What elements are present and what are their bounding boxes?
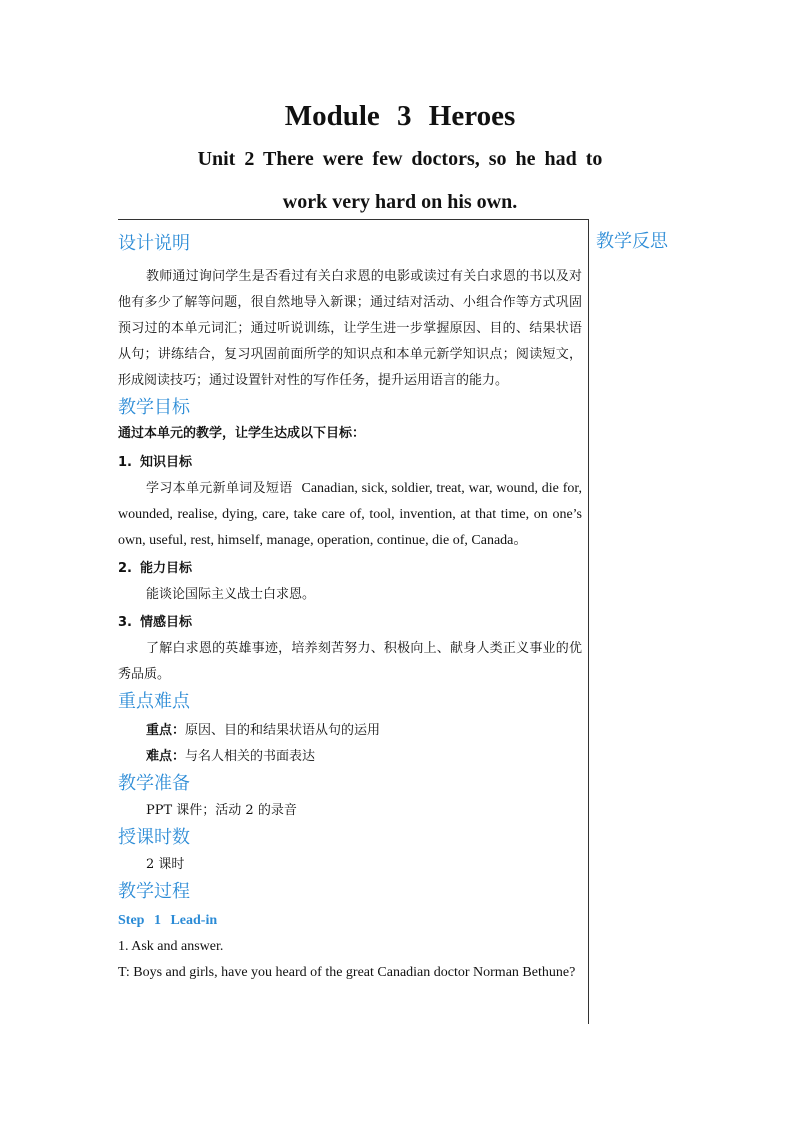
goal-3-title: 3. 情感目标 xyxy=(118,615,193,630)
goals-intro: 通过本单元的教学，让学生达成以下目标： xyxy=(118,426,366,441)
prep-heading: 教学准备 xyxy=(118,773,190,794)
table-top-rule xyxy=(118,219,588,220)
prep-text: PPT 课件；活动 2 的录音 xyxy=(146,803,297,818)
goal-2-text: 能谈论国际主义战士白求恩。 xyxy=(146,587,316,602)
goal-3-text: 了解白求恩的英雄事迹，培养刻苦努力、积极向上、献身人类正义事业的优秀品质。 xyxy=(118,641,582,682)
column-divider xyxy=(588,219,589,1024)
key-point: 重点：原因、目的和结果状语从句的运用 xyxy=(146,723,381,738)
design-heading: 设计说明 xyxy=(118,233,190,254)
goals-heading: 教学目标 xyxy=(118,397,190,418)
unit-title-line-2: work very hard on his own. xyxy=(282,191,518,213)
teacher-dialogue: T: Boys and girls, have you heard of the great Canadian doctor Norman Bethune? xyxy=(118,965,576,980)
hours-heading: 授课时数 xyxy=(118,827,190,848)
goal-1-text: 学习本单元新单词及短语 Canadian, sick, soldier, treat, war, wound, die for, wounded, realise, dying, care, take care of, tool, invention, at that time, on one’s own, useful, rest, himself, manage, operation, continue, die of, Canada。 xyxy=(118,481,582,548)
reflection-heading: 教学反思 xyxy=(596,231,668,252)
goal-1-title: 1. 知识目标 xyxy=(118,455,193,470)
reflection-column xyxy=(596,230,668,254)
difficult-point: 难点：与名人相关的书面表达 xyxy=(146,749,316,764)
step-1-item: 1. Ask and answer. xyxy=(118,939,224,954)
goal-2-title: 2. 能力目标 xyxy=(118,561,193,576)
unit-title-line-1: Unit 2 There were few doctors, so he had to xyxy=(197,148,603,170)
step-1-title: Step 1 Lead-in xyxy=(118,913,218,928)
hours-text: 2 课时 xyxy=(146,857,185,872)
keypoints-heading: 重点难点 xyxy=(118,691,190,712)
main-column xyxy=(118,222,582,986)
design-text: 教师通过询问学生是否看过有关白求恩的电影或读过有关白求恩的书以及对他有多少了解等问题，很自然地导入新课；通过结对活动、小组合作等方式巩固预习过的本单元词汇；通过听说训练，让学生进一步掌握原因、目的、结果状语从句；讲练结合，复习巩固前面所学的知识点和本单元新学知识点；阅读短文，形成阅读技巧；通过设置针对性的写作任务，提升运用语言的能力。 xyxy=(118,269,582,388)
process-heading: 教学过程 xyxy=(118,881,190,902)
module-title: Module 3 Heroes xyxy=(284,100,516,132)
